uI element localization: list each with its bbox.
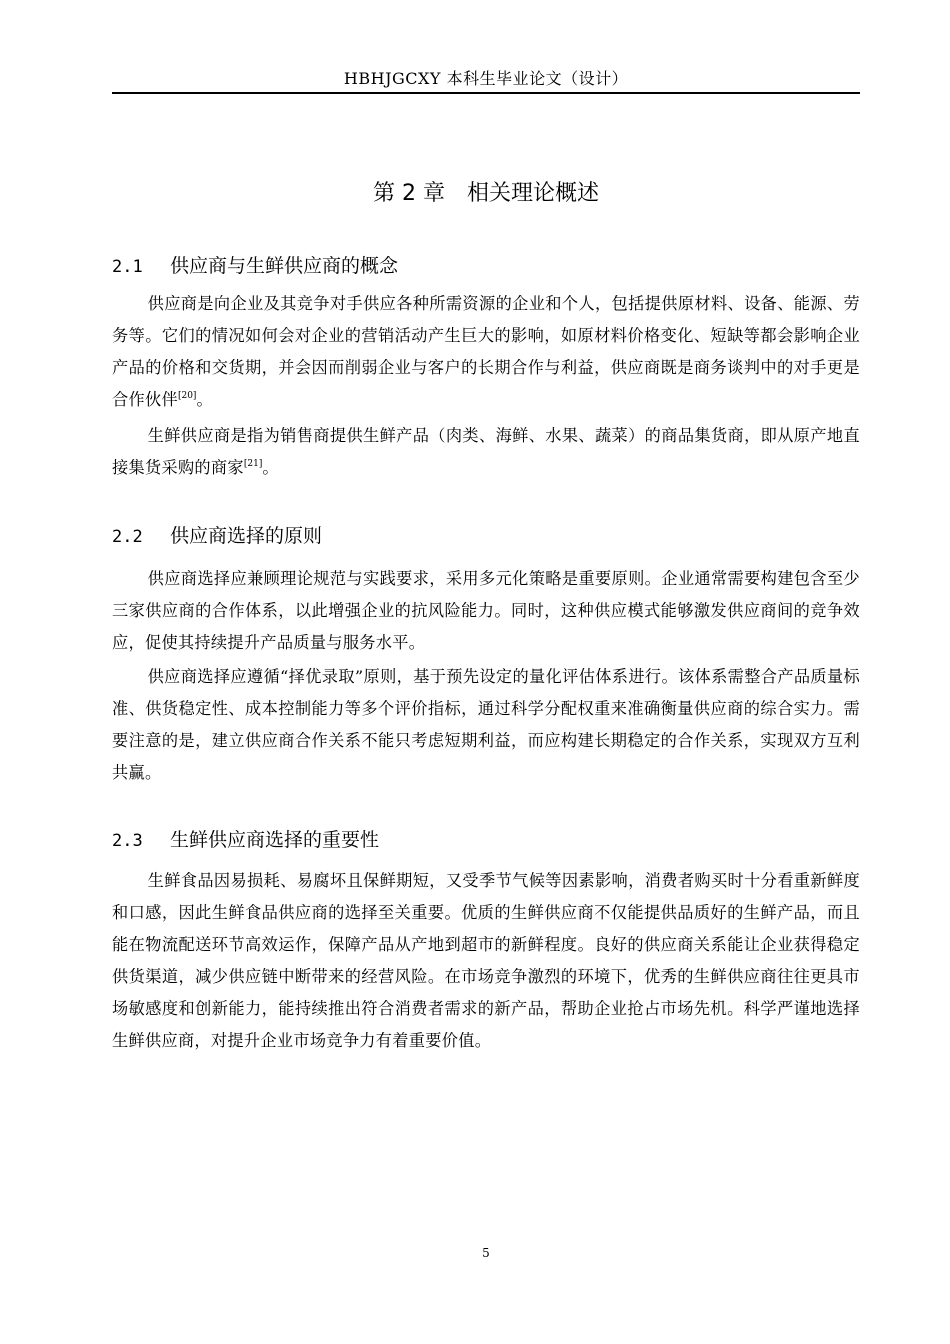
section-number: 2.3: [112, 831, 143, 851]
section-title: 供应商选择的原则: [170, 525, 323, 547]
section-number: 2.1: [112, 257, 143, 277]
header-rule: [112, 92, 860, 94]
section-heading-2-1: [112, 252, 398, 281]
body-paragraph: 供应商选择应兼顾理论规范与实践要求，采用多元化策略是重要原则。企业通常需要构建包含至少三家供应商的合作体系，以此增强企业的抗风险能力。同时，这种供应模式能够激发供应商间的竞争效应，促使其持续提升产品质量与服务水平。: [112, 569, 860, 652]
citation: [20]: [177, 391, 197, 401]
section-title: 供应商与生鲜供应商的概念: [170, 255, 399, 277]
body-paragraph: 供应商选择应遵循“择优录取”原则，基于预先设定的量化评估体系进行。该体系需整合产品质量标准、供货稳定性、成本控制能力等多个评价指标，通过科学分配权重来准确衡量供应商的综合实力。需要注意的是，建立供应商合作关系不能只考虑短期利益，而应构建长期稳定的合作关系，实现双方互利共赢。: [112, 667, 860, 782]
chapter-title: 相关理论概述: [466, 181, 599, 206]
section-heading-2-2: [112, 522, 322, 551]
chapter-heading: [112, 178, 860, 210]
citation: [21]: [243, 459, 263, 469]
body-paragraph: 供应商是向企业及其竞争对手供应各种所需资源的企业和个人，包括提供原材料、设备、能源、劳务等。它们的情况如何会对企业的营销活动产生巨大的影响，如原材料价格变化、短缺等都会影响企业产品的价格和交货期，并会因而削弱企业与客户的长期合作与利益，供应商既是商务谈判中的对手更是合作伙伴[20]。: [112, 294, 860, 409]
chapter-number: 第 2 章: [373, 181, 445, 206]
body-paragraph: 生鲜食品因易损耗、易腐坏且保鲜期短，又受季节气候等因素影响，消费者购买时十分看重新鲜度和口感，因此生鲜食品供应商的选择至关重要。优质的生鲜供应商不仅能提供品质好的生鲜产品，而且能在物流配送环节高效运作，保障产品从产地到超市的新鲜程度。良好的供应商关系能让企业获得稳定供货渠道，减少供应链中断带来的经营风险。在市场竞争激烈的环境下，优秀的生鲜供应商往往更具市场敏感度和创新能力，能持续推出符合消费者需求的新产品，帮助企业抢占市场先机。科学严谨地选择生鲜供应商，对提升企业市场竞争力有着重要价值。: [112, 871, 860, 1050]
running-header: HBHJGCXY 本科生毕业论文（设计）: [343, 69, 629, 88]
page-number: 5: [482, 1246, 490, 1260]
section-number: 2.2: [112, 527, 143, 547]
section-title: 生鲜供应商选择的重要性: [170, 829, 380, 851]
section-heading-2-3: [112, 826, 379, 855]
body-paragraph: 生鲜供应商是指为销售商提供生鲜产品（肉类、海鲜、水果、蔬菜）的商品集货商，即从原产地直接集货采购的商家[21]。: [112, 426, 860, 477]
